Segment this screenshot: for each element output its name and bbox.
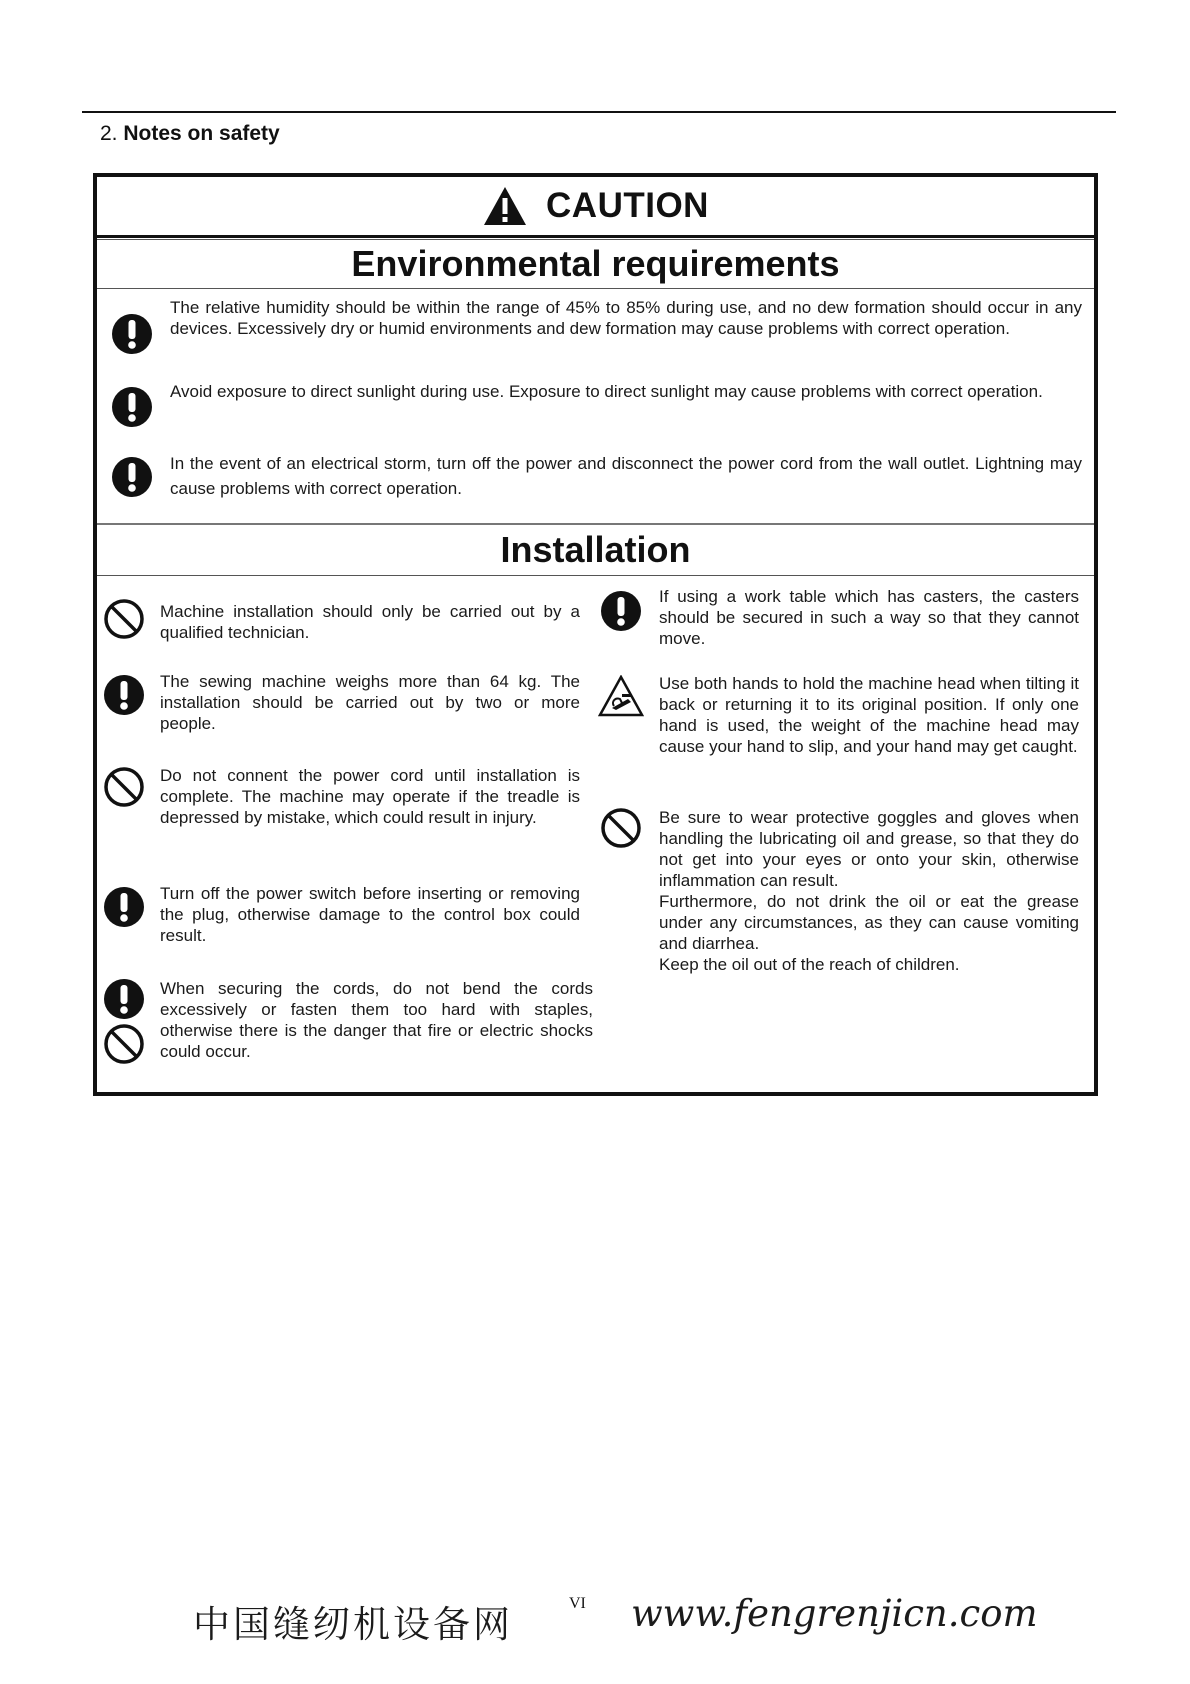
env-item-1 [97, 297, 1097, 367]
inst-right-item-1 [597, 586, 1097, 656]
inst-item-paragraph: Be sure to wear protective goggles and gloves when handling the lubricating oil and grease, so that they do not get into your eyes or onto your skin, otherwise inflammation can result. [659, 808, 1079, 890]
watermark-url: www.fengrenjicn.com [631, 1592, 1038, 1635]
mandatory-icon [103, 978, 145, 1020]
inst-left-item-2 [97, 671, 597, 741]
mandatory-icon [111, 386, 153, 428]
env-item-3 [97, 451, 1097, 501]
mandatory-icon [111, 456, 153, 498]
inst-left-item-4 [97, 883, 597, 953]
inst-item-paragraph: Furthermore, do not drink the oil or eat the grease under any circumstances, as they can cause vomiting and diarrhea. [659, 892, 1079, 953]
inst-item-text [659, 807, 1079, 975]
inst-item-text: Machine installation should only be carried out by a qualified technician. [160, 602, 580, 642]
watermark-chinese: 中国缝纫机设备网 [193, 1603, 513, 1646]
prohibition-icon [103, 766, 145, 808]
page-number: VI [569, 1595, 586, 1612]
section-title-text: Notes on safety [123, 122, 280, 145]
caution-box [93, 173, 1098, 1096]
inst-item-text: Turn off the power switch before inserting or removing the plug, otherwise damage to the control box could result. [160, 884, 580, 945]
installation-heading: Installation [97, 523, 1094, 576]
mandatory-icon [103, 886, 145, 928]
env-item-text: The relative humidity should be within the range of 45% to 85% during use, and no dew formation should occur in any devices. Excessively dry or humid environments and dew formation may cause problems with correct operation. [170, 298, 1082, 338]
environmental-heading: Environmental requirements [97, 239, 1094, 289]
prohibition-icon [103, 598, 145, 640]
mandatory-icon [103, 674, 145, 716]
prohibition-icon [103, 1023, 145, 1065]
mandatory-icon [111, 313, 153, 355]
inst-item-text: Use both hands to hold the machine head when tilting it back or returning it to its original position. If only one hand is used, the weight of the machine head may cause your hand to slip, and your hand may get caught. [659, 674, 1079, 756]
env-item-2 [97, 381, 1097, 429]
section-title [100, 122, 280, 146]
caution-header [97, 177, 1094, 238]
prohibition-icon [600, 807, 642, 849]
inst-left-item-1 [97, 595, 597, 645]
warning-triangle-icon [482, 185, 528, 227]
caution-title: CAUTION [546, 186, 709, 225]
section-number: 2. [100, 122, 118, 145]
inst-right-item-3 [597, 807, 1097, 977]
inst-item-text: When securing the cords, do not bend the cords excessively or fasten them too hard with staples, otherwise there is the danger that fire or electric shocks could occur. [160, 979, 593, 1061]
inst-left-item-5 [97, 978, 597, 1068]
env-item-text: Avoid exposure to direct sunlight during use. Exposure to direct sunlight may cause problems with correct operation. [170, 382, 1043, 401]
inst-right-item-2 [597, 673, 1097, 783]
env-item-text: In the event of an electrical storm, turn off the power and disconnect the power cord from the wall outlet. Lightning may cause problems with correct operation. [170, 454, 1082, 498]
inst-item-text: If using a work table which has casters, the casters should be secured in such a way so that they cannot move. [659, 587, 1079, 648]
inst-item-text: The sewing machine weighs more than 64 kg. The installation should be carried out by two or more people. [160, 672, 580, 733]
inst-left-item-3 [97, 765, 597, 855]
mandatory-icon [600, 590, 642, 632]
inst-item-text: Do not connent the power cord until installation is complete. The machine may operate if the treadle is depressed by mistake, which could result in injury. [160, 766, 580, 827]
top-rule [82, 111, 1116, 113]
inst-item-paragraph: Keep the oil out of the reach of children. [659, 955, 960, 974]
hand-caution-icon [598, 675, 644, 717]
